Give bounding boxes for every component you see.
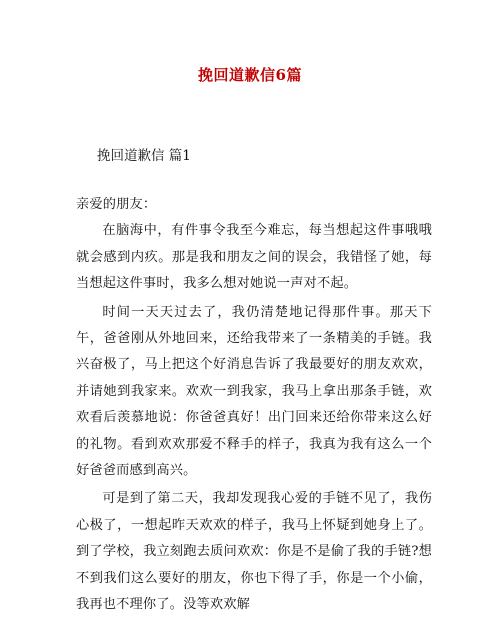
section-heading: 挽回道歉信 篇1 <box>97 148 191 164</box>
document-title: 挽回道歉信6篇 <box>198 66 302 84</box>
paragraph-3: 可是到了第二天，我却发现我心爱的手链不见了，我伤心极了，一想起昨天欢欢的样子，我马上怀疑到她身上了。到了学校，我立刻跑去质问欢欢：你是不是偷了我的手链?想不到我们这么要好的朋友，你也下得了手，你是一个小偷，我再也不理你了。没等欢欢解 <box>76 491 432 613</box>
paragraph-2: 时间一天天过去了，我仍清楚地记得那件事。那天下午，爸爸刚从外地回来，还给我带来了一条精美的手链。我兴奋极了，马上把这个好消息告诉了我最要好的朋友欢欢，并请她到我家来。欢欢一到我家，我马上拿出那条手链，欢欢看后羡慕地说：你爸爸真好！出门回来还给你带来这么好的礼物。看到欢欢那爱不释手的样子，我真为我有这么一个好爸爸而感到高兴。 <box>76 304 432 479</box>
letter-body <box>76 192 432 619</box>
paragraph-1: 在脑海中，有件事令我至今难忘，每当想起这件事哦哦就会感到内疚。那是我和朋友之间的误会，我错怪了她，每当想起这件事时，我多么想对她说一声对不起。 <box>76 223 432 292</box>
salutation: 亲爱的朋友： <box>76 197 157 212</box>
